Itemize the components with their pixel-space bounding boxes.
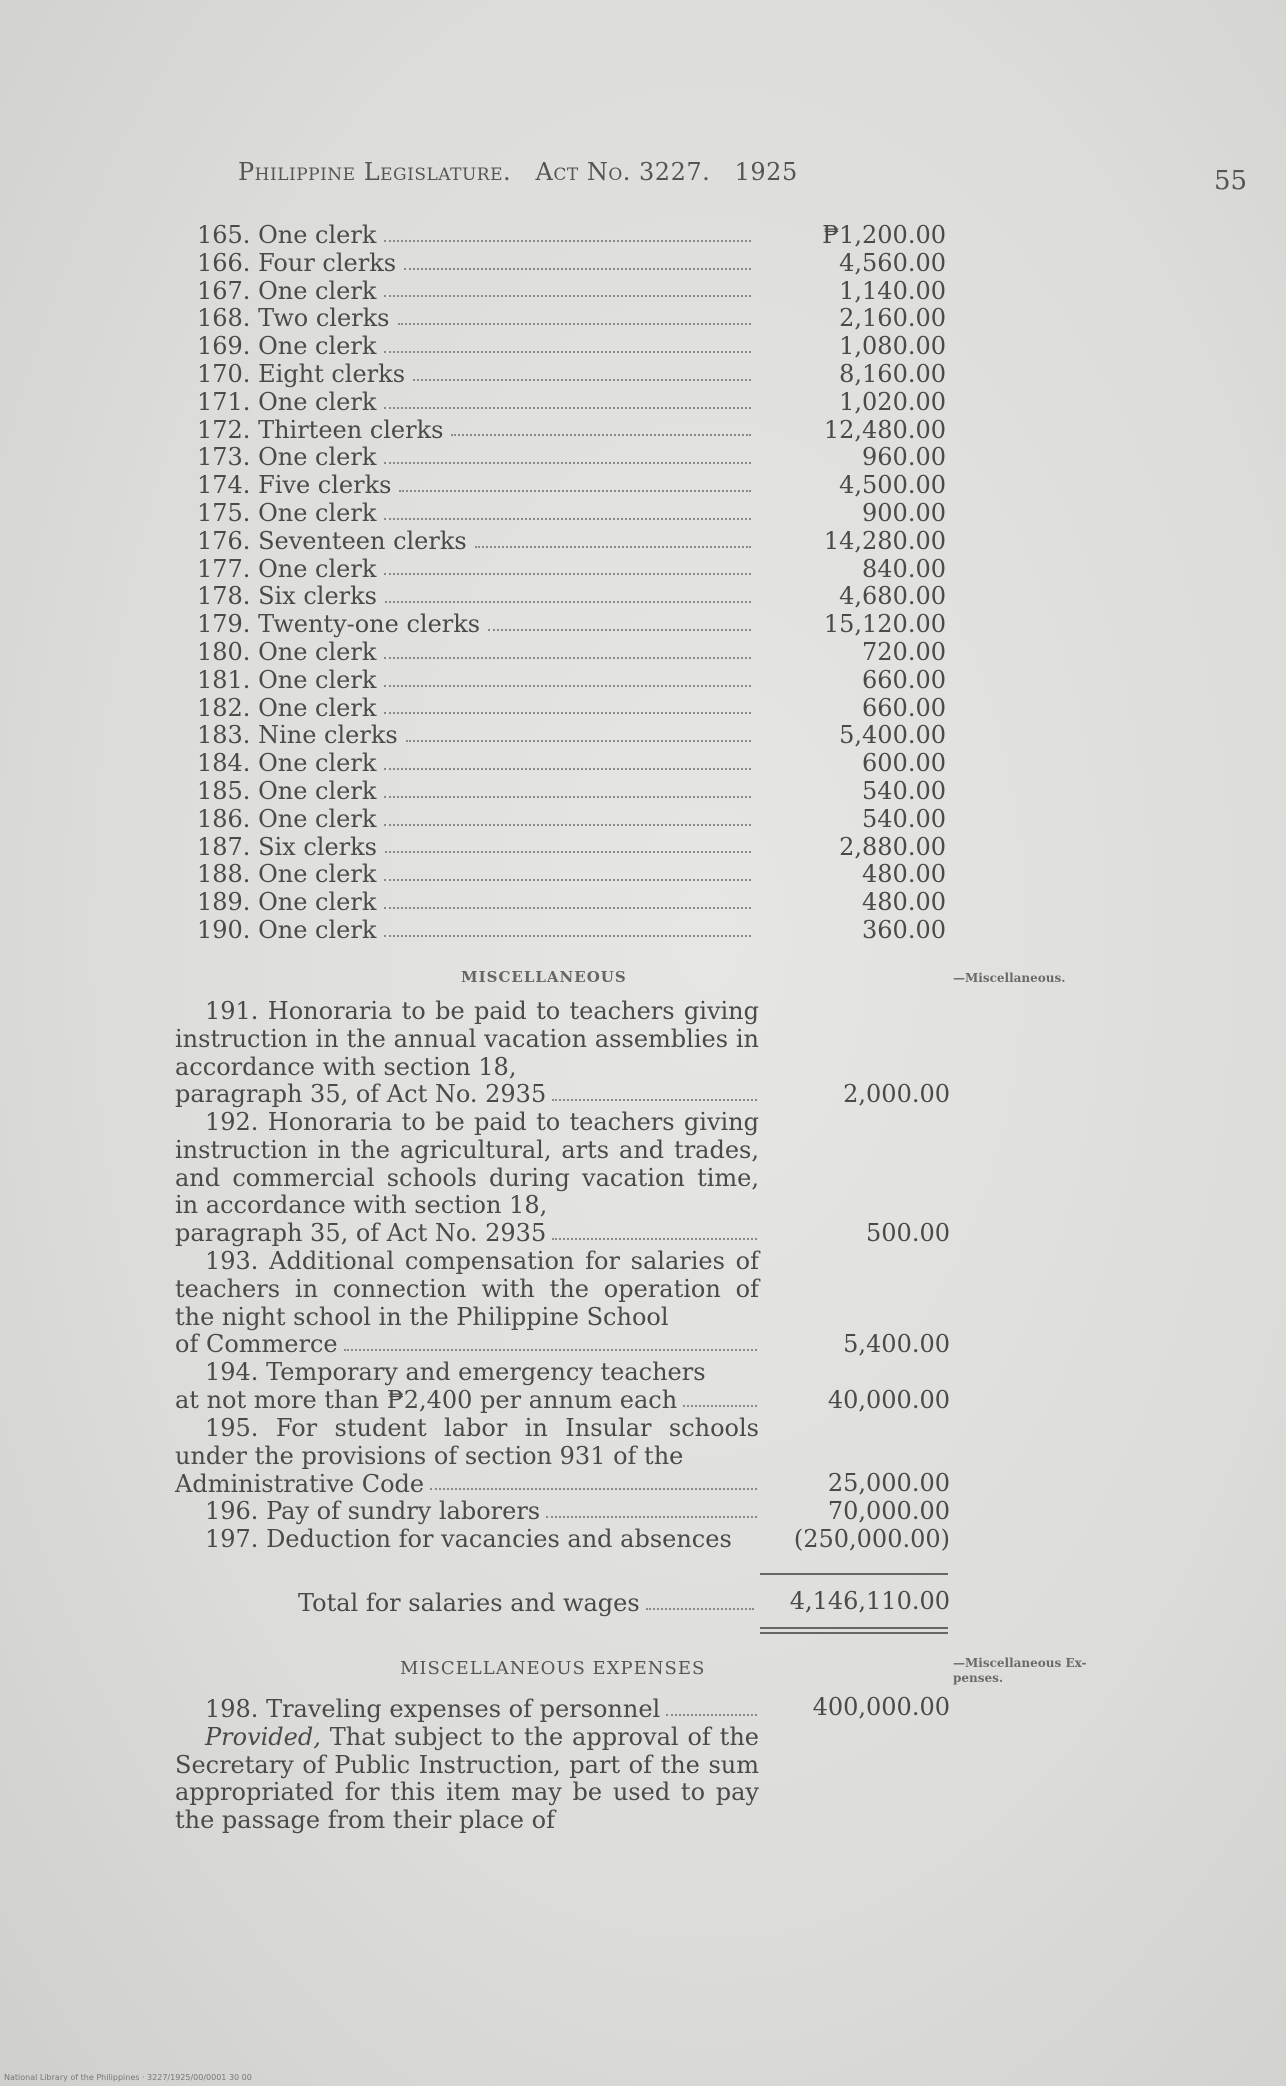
clerk-item-row [0, 695, 1286, 723]
clerk-items-list [0, 222, 1286, 945]
item-192 [175, 1109, 759, 1248]
clerk-item-amount: 480.00 [862, 888, 946, 917]
item-196-last: 196. Pay of sundry laborers [205, 1497, 541, 1525]
clerk-item-row [0, 222, 1286, 250]
clerk-item-label: 179. Twenty-one clerks [197, 610, 481, 639]
clerk-item-amount: 12,480.00 [823, 415, 946, 444]
running-header [238, 158, 798, 186]
clerk-item-amount: 1,140.00 [839, 276, 946, 305]
item-195 [175, 1415, 759, 1498]
clerk-item-amount: 960.00 [862, 443, 946, 472]
clerk-item-row [0, 528, 1286, 556]
clerk-item-label: 168. Two clerks [197, 304, 390, 333]
total-rule-double-2 [760, 1632, 948, 1634]
clerk-item-amount: 360.00 [862, 915, 946, 944]
item-195-last: Administrative Code [175, 1469, 425, 1498]
clerk-item-row [0, 834, 1286, 862]
total-rule-double-1 [760, 1627, 948, 1629]
clerk-item-label: 190. One clerk [197, 915, 377, 944]
margin-note-line2: penses. [953, 1671, 1004, 1685]
clerk-item-row [0, 250, 1286, 278]
clerk-item-label: 185. One clerk [197, 776, 377, 805]
item-198-amount: 400,000.00 [812, 1693, 950, 1721]
clerk-item-amount: 4,500.00 [839, 471, 946, 500]
item-198 [175, 1696, 759, 1835]
clerk-item-row [0, 667, 1286, 695]
header-legislature: Philippine Legislature. [238, 158, 512, 186]
item-197 [175, 1526, 759, 1554]
clerk-item-amount: 1,020.00 [839, 387, 946, 416]
item-196-amount: 70,000.00 [827, 1497, 950, 1525]
item-198-label: 198. Traveling expenses of personnel [205, 1695, 661, 1723]
clerk-item-label: 174. Five clerks [197, 471, 392, 500]
item-197-amount: (250,000.00) [793, 1525, 950, 1553]
clerk-item-row [0, 556, 1286, 584]
total-amount: 4,146,110.00 [789, 1587, 950, 1615]
clerk-item-row [0, 500, 1286, 528]
misc-margin-note: —Miscellaneous. [953, 971, 1066, 985]
item-193 [175, 1248, 759, 1359]
clerk-item-label: 183. Nine clerks [197, 721, 398, 750]
clerk-item-amount: 2,880.00 [839, 832, 946, 861]
item-197-last: 197. Deduction for vacancies and absences [205, 1525, 732, 1553]
clerk-item-amount: 540.00 [862, 804, 946, 833]
clerk-item-amount: ₱1,200.00 [822, 221, 946, 249]
total-label: Total for salaries and wages [298, 1589, 640, 1617]
item-198-proviso-italic: Provided, [205, 1722, 321, 1751]
header-year: 1925 [734, 158, 798, 186]
clerk-item-row [0, 806, 1286, 834]
clerk-item-row [0, 722, 1286, 750]
clerk-item-row [0, 639, 1286, 667]
clerk-item-row [0, 778, 1286, 806]
clerk-item-amount: 900.00 [862, 498, 946, 527]
item-192-amount: 500.00 [866, 1219, 950, 1247]
clerk-item-amount: 4,560.00 [839, 248, 946, 277]
misc-expenses-margin-note [953, 1656, 1163, 1686]
clerk-item-label: 170. Eight clerks [197, 359, 406, 388]
clerk-item-label: 180. One clerk [197, 637, 377, 666]
item-196 [175, 1498, 759, 1526]
item-193-last: of Commerce [175, 1330, 338, 1359]
clerk-item-row [0, 889, 1286, 917]
clerk-item-label: 186. One clerk [197, 804, 377, 833]
item-194-amount: 40,000.00 [827, 1386, 950, 1414]
clerk-item-amount: 15,120.00 [823, 610, 946, 639]
clerk-item-amount: 480.00 [862, 860, 946, 889]
item-193-text: 193. Additional compensation for salaries of teachers in connection with the operation of the night school in the Philippine School [175, 1247, 759, 1331]
item-195-amount: 25,000.00 [827, 1469, 950, 1497]
clerk-item-label: 189. One clerk [197, 888, 377, 917]
misc-heading: MISCELLANEOUS [461, 968, 627, 986]
item-193-amount: 5,400.00 [843, 1330, 950, 1358]
clerk-item-label: 187. Six clerks [197, 832, 377, 861]
clerk-item-amount: 660.00 [862, 693, 946, 722]
item-191-text: 191. Honoraria to be paid to teachers giving instruction in the annual vacation assemblies in accordance with section 18, [175, 997, 759, 1081]
item-191-amount: 2,000.00 [843, 1080, 950, 1108]
clerk-item-row [0, 917, 1286, 945]
clerk-item-amount: 5,400.00 [839, 721, 946, 750]
item-192-text: 192. Honoraria to be paid to teachers giving instruction in the agricultural, arts and trades, and commercial schools during vacation time, in accordance with section 18, [175, 1108, 759, 1220]
clerk-item-row [0, 611, 1286, 639]
clerk-item-row [0, 389, 1286, 417]
clerk-item-amount: 4,680.00 [839, 582, 946, 611]
page-number: 55 [1214, 166, 1248, 196]
scan-footer: National Library of the Philippines · 3227/1925/00/0001 30 00 [4, 2073, 252, 2082]
misc-expenses-heading: MISCELLANEOUS EXPENSES [400, 1658, 706, 1679]
item-194 [175, 1359, 759, 1415]
clerk-item-row [0, 333, 1286, 361]
clerk-item-amount: 14,280.00 [823, 526, 946, 555]
clerk-item-amount: 1,080.00 [839, 332, 946, 361]
clerk-item-label: 166. Four clerks [197, 248, 397, 277]
clerk-item-label: 169. One clerk [197, 332, 377, 361]
clerk-item-label: 188. One clerk [197, 860, 377, 889]
total-rule-top [760, 1573, 948, 1575]
clerk-item-row [0, 417, 1286, 445]
clerk-item-row [0, 361, 1286, 389]
clerk-item-row [0, 861, 1286, 889]
clerk-item-label: 177. One clerk [197, 554, 377, 583]
clerk-item-label: 182. One clerk [197, 693, 377, 722]
item-192-last: paragraph 35, of Act No. 2935 [175, 1219, 547, 1248]
item-194-last: at not more than ₱2,400 per annum each [175, 1385, 678, 1414]
margin-note-line1: —Miscellaneous Ex- [953, 1656, 1087, 1670]
clerk-item-label: 181. One clerk [197, 665, 377, 694]
clerk-item-amount: 600.00 [862, 749, 946, 778]
clerk-item-amount: 540.00 [862, 776, 946, 805]
clerk-item-label: 178. Six clerks [197, 582, 377, 611]
clerk-item-row [0, 583, 1286, 611]
clerk-item-amount: 720.00 [862, 637, 946, 666]
item-198-proviso: That subject to the approval of the Secretary of Public Instruction, part of the sum appropriated for this item may be used to pay the passage from their place of [175, 1722, 759, 1835]
total-line [298, 1590, 756, 1618]
item-194-text: 194. Temporary and emergency teachers [205, 1358, 706, 1386]
clerk-item-label: 165. One clerk [197, 221, 377, 249]
clerk-item-row [0, 444, 1286, 472]
item-191-last: paragraph 35, of Act No. 2935 [175, 1080, 547, 1109]
item-195-text: 195. For student labor in Insular schools under the provisions of section 931 of the [175, 1414, 759, 1470]
clerk-item-amount: 660.00 [862, 665, 946, 694]
clerk-item-row [0, 472, 1286, 500]
item-191 [175, 998, 759, 1109]
clerk-item-row [0, 750, 1286, 778]
clerk-item-row [0, 278, 1286, 306]
clerk-item-label: 172. Thirteen clerks [197, 415, 444, 444]
header-act: Act No. 3227. [535, 158, 711, 186]
clerk-item-label: 173. One clerk [197, 443, 377, 472]
clerk-item-amount: 8,160.00 [839, 359, 946, 388]
clerk-item-amount: 840.00 [862, 554, 946, 583]
clerk-item-label: 171. One clerk [197, 387, 377, 416]
clerk-item-amount: 2,160.00 [839, 304, 946, 333]
clerk-item-label: 184. One clerk [197, 749, 377, 778]
clerk-item-label: 167. One clerk [197, 276, 377, 305]
clerk-item-label: 176. Seventeen clerks [197, 526, 467, 555]
clerk-item-label: 175. One clerk [197, 498, 377, 527]
clerk-item-row [0, 305, 1286, 333]
